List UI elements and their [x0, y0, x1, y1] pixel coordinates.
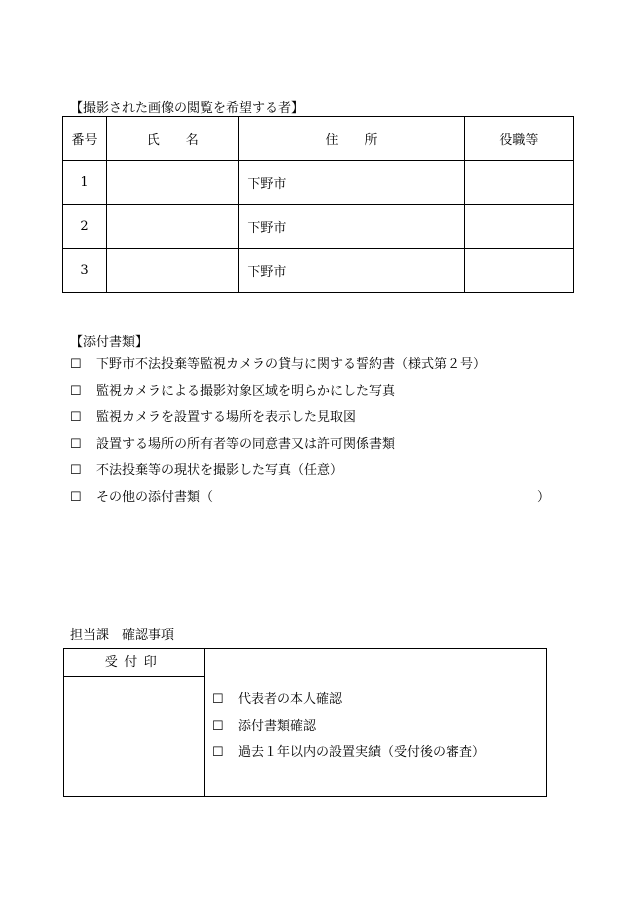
attachment-label: 監視カメラによる撮影対象区域を明らかにした写真	[96, 383, 396, 399]
attachment-label: その他の添付書類（	[96, 489, 214, 505]
viewers-heading: 【撮影された画像の閲覧を希望する者】	[70, 101, 305, 116]
row-number: 2	[63, 205, 107, 249]
confirmation-checklist	[212, 687, 485, 767]
confirmation-label: 代表者の本人確認	[238, 692, 343, 707]
table-row	[63, 161, 574, 205]
attachment-label: 監視カメラを設置する場所を表示した見取図	[96, 410, 357, 425]
checkbox[interactable]: ☐	[70, 436, 82, 452]
viewers-table	[62, 116, 574, 293]
attachments-heading: 【添付書類】	[70, 335, 149, 350]
header-address: 住 所	[239, 117, 464, 161]
confirmation-label: 過去１年以内の設置実績（受付後の審査）	[238, 745, 486, 760]
other-close-paren: ）	[537, 489, 551, 505]
list-item	[70, 379, 550, 406]
list-item	[212, 740, 485, 767]
list-item	[212, 687, 485, 714]
row-name-field[interactable]	[107, 161, 239, 205]
viewers-table-header	[63, 117, 574, 161]
row-address-field[interactable]: 下野市	[239, 161, 464, 205]
header-role: 役職等	[464, 117, 573, 161]
row-address-field[interactable]: 下野市	[239, 205, 464, 249]
checkbox[interactable]: ☐	[70, 357, 82, 372]
row-role-field[interactable]	[464, 161, 573, 205]
row-role-field[interactable]	[464, 205, 573, 249]
attachment-label: 設置する場所の所有者等の同意書又は許可関係書類	[96, 436, 396, 452]
checkbox[interactable]: ☐	[212, 745, 224, 760]
confirmation-label: 添付書類確認	[238, 718, 317, 734]
header-name: 氏 名	[107, 117, 239, 161]
table-row	[63, 205, 574, 249]
stamp-column	[64, 649, 205, 796]
list-item	[70, 405, 550, 432]
row-role-field[interactable]	[464, 249, 573, 293]
list-item	[212, 714, 485, 741]
confirmation-box	[63, 648, 547, 797]
attachment-label: 不法投棄等の現状を撮影した写真（任意）	[96, 463, 344, 478]
checkbox[interactable]: ☐	[70, 410, 82, 425]
header-number: 番号	[63, 117, 107, 161]
row-name-field[interactable]	[107, 249, 239, 293]
table-row	[63, 249, 574, 293]
row-name-field[interactable]	[107, 205, 239, 249]
row-number: 3	[63, 249, 107, 293]
checkbox[interactable]: ☐	[70, 383, 82, 399]
checkbox[interactable]: ☐	[70, 489, 82, 505]
row-number: 1	[63, 161, 107, 205]
list-item	[70, 485, 550, 512]
confirmation-heading: 担当課 確認事項	[70, 628, 175, 643]
checkbox[interactable]: ☐	[70, 463, 82, 478]
attachments-checklist	[70, 352, 550, 511]
row-address-field[interactable]: 下野市	[239, 249, 464, 293]
list-item	[70, 458, 550, 485]
checkbox[interactable]: ☐	[212, 718, 224, 734]
checkbox[interactable]: ☐	[212, 692, 224, 707]
list-item	[70, 352, 550, 379]
attachment-label: 下野市不法投棄等監視カメラの貸与に関する誓約書（様式第２号）	[96, 357, 487, 372]
stamp-label: 受付印	[64, 649, 204, 677]
list-item	[70, 432, 550, 459]
